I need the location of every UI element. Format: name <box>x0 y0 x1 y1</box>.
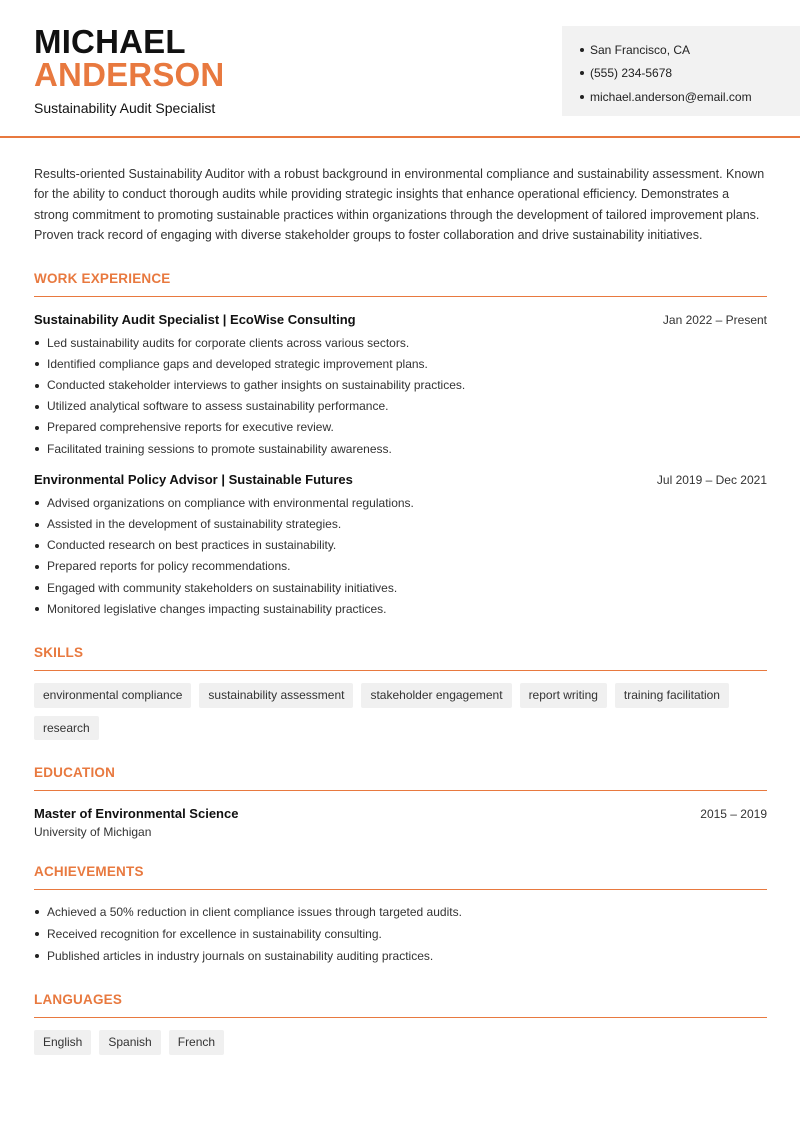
resume-body <box>34 164 767 1055</box>
list-item <box>34 439 767 460</box>
contact-phone-text: (555) 234-5678 <box>590 66 673 81</box>
list-item-text: Identified compliance gaps and developed strategic improvement plans. <box>47 356 428 371</box>
bullet-icon <box>35 544 39 548</box>
list-item <box>34 535 767 556</box>
contact-email-text[interactable]: michael.anderson@email.com <box>590 89 752 104</box>
bullet-icon <box>580 95 584 99</box>
job-bullets <box>34 493 767 620</box>
bullet-icon <box>35 362 39 366</box>
language-tag: English <box>34 1030 91 1055</box>
bullet-icon <box>35 501 39 505</box>
list-item-text: Conducted research on best practices in sustainability. <box>47 538 337 553</box>
list-item-text: Achieved a 50% reduction in client compliance issues through targeted audits. <box>47 905 462 920</box>
list-item-text: Prepared reports for policy recommendations. <box>47 559 291 574</box>
degree: Master of Environmental Science <box>34 806 239 822</box>
job-entry <box>34 472 767 620</box>
education-entry <box>34 806 767 839</box>
list-item-text: Prepared comprehensive reports for executive review. <box>47 420 334 435</box>
bullet-icon <box>35 565 39 569</box>
job-entry <box>34 312 767 460</box>
first-name: MICHAEL <box>34 23 186 60</box>
list-item-text: Monitored legislative changes impacting sustainability practices. <box>47 601 387 616</box>
bullet-icon <box>35 910 39 914</box>
section-title-education: EDUCATION <box>34 765 767 791</box>
list-item-text: Advised organizations on compliance with environmental regulations. <box>47 495 414 510</box>
list-item <box>34 514 767 535</box>
bullet-icon <box>35 426 39 430</box>
contact-location-text: San Francisco, CA <box>590 42 691 57</box>
list-item-text: Assisted in the development of sustainability strategies. <box>47 517 342 532</box>
languages-list <box>34 1030 767 1055</box>
bullet-icon <box>580 48 584 52</box>
list-item <box>34 396 767 417</box>
list-item-text: Engaged with community stakeholders on sustainability initiatives. <box>47 580 398 595</box>
job-bullets <box>34 333 767 460</box>
skill-tag: stakeholder engagement <box>361 683 511 708</box>
achievements-list <box>34 901 767 967</box>
section-title-skills: SKILLS <box>34 645 767 671</box>
contact-location <box>580 38 800 62</box>
list-item <box>34 333 767 354</box>
bullet-icon <box>35 586 39 590</box>
bullet-icon <box>35 384 39 388</box>
skill-tag: research <box>34 716 99 741</box>
skills-list <box>34 683 767 740</box>
language-tag: Spanish <box>99 1030 160 1055</box>
section-title-work: WORK EXPERIENCE <box>34 271 767 297</box>
section-title-languages: LANGUAGES <box>34 992 767 1018</box>
school: University of Michigan <box>34 825 152 840</box>
bullet-icon <box>35 405 39 409</box>
bullet-icon <box>35 932 39 936</box>
list-item <box>34 493 767 514</box>
section-title-achievements: ACHIEVEMENTS <box>34 864 767 890</box>
language-tag: French <box>169 1030 224 1055</box>
bullet-icon <box>35 523 39 527</box>
list-item <box>34 417 767 438</box>
bullet-icon <box>580 71 584 75</box>
job-title: Environmental Policy Advisor | Sustainable Futures <box>34 471 353 487</box>
job-dates: Jul 2019 – Dec 2021 <box>656 472 767 487</box>
list-item-text: Utilized analytical software to assess sustainability performance. <box>47 399 389 414</box>
bullet-icon <box>35 341 39 345</box>
last-name: ANDERSON <box>34 56 225 93</box>
list-item-text: Received recognition for excellence in sustainability consulting. <box>47 927 382 942</box>
job-dates: Jan 2022 – Present <box>662 312 767 327</box>
job-title: Sustainability Audit Specialist | EcoWise Consulting <box>34 311 356 327</box>
list-item <box>34 375 767 396</box>
list-item <box>34 901 767 923</box>
skill-tag: environmental compliance <box>34 683 191 708</box>
contact-email <box>580 85 800 109</box>
list-item-text: Conducted stakeholder interviews to gather insights on sustainability practices. <box>47 378 466 393</box>
bullet-icon <box>35 447 39 451</box>
list-item <box>34 578 767 599</box>
list-item-text: Led sustainability audits for corporate clients across various sectors. <box>47 335 410 350</box>
contact-phone <box>580 62 800 86</box>
list-item-text: Published articles in industry journals on sustainability auditing practices. <box>47 949 434 964</box>
bullet-icon <box>35 954 39 958</box>
resume-header <box>0 0 800 138</box>
bullet-icon <box>35 607 39 611</box>
list-item <box>34 923 767 945</box>
list-item <box>34 599 767 620</box>
job-role: Sustainability Audit Specialist <box>34 100 216 116</box>
skill-tag: sustainability assessment <box>199 683 353 708</box>
list-item <box>34 354 767 375</box>
summary: Results-oriented Sustainability Auditor with a robust background in environmental compliance and sustainability assessment. Known for the ability to conduct thorough audits while providing strategic insights that enhance operational efficiency. Demonstrates a strong commitment to promoting sustainable practices within organizations through the development of tailored improvement plans. Proven track record of engaging with diverse stakeholder groups to foster collaboration and drive sustainability initiatives. <box>34 167 765 243</box>
education-dates: 2015 – 2019 <box>700 807 767 822</box>
list-item <box>34 556 767 577</box>
skill-tag: training facilitation <box>615 683 729 708</box>
skill-tag: report writing <box>520 683 607 708</box>
list-item <box>34 945 767 967</box>
contact-box <box>562 26 800 116</box>
list-item-text: Facilitated training sessions to promote sustainability awareness. <box>47 441 392 456</box>
